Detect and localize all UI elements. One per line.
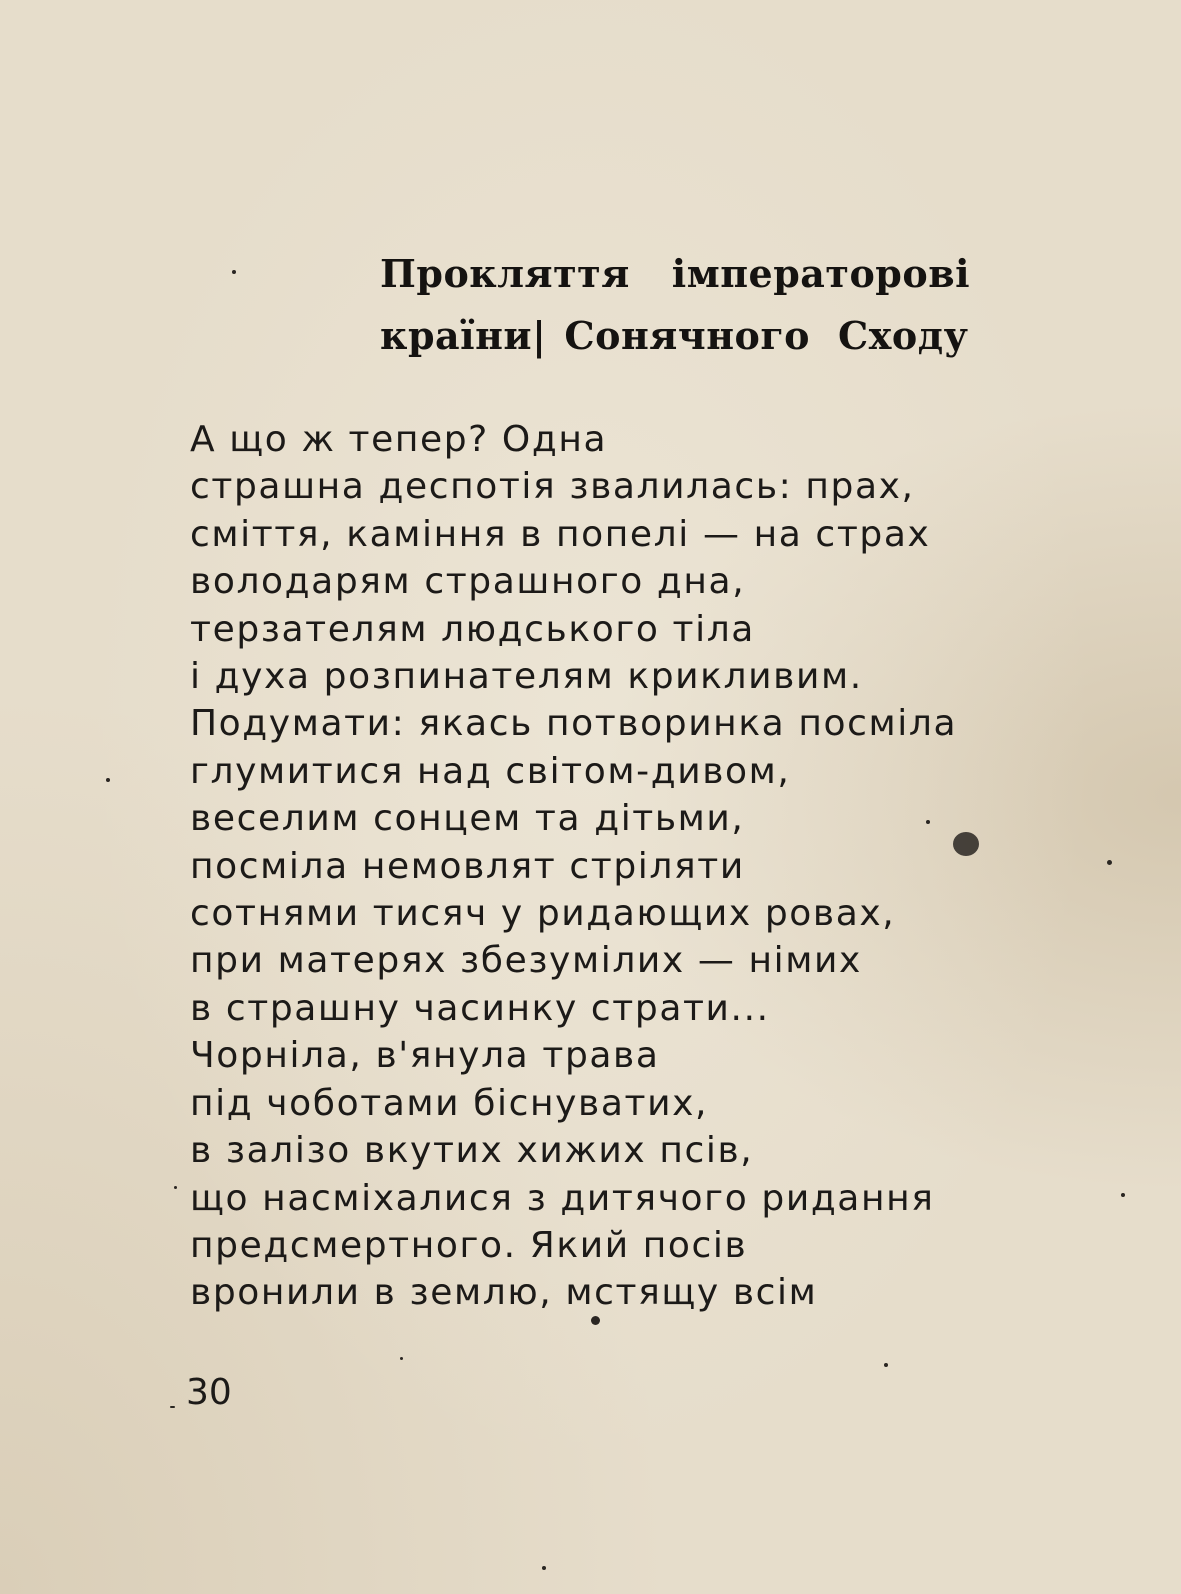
poem-title-word: Прокляття — [380, 251, 630, 296]
poem-line: А що ж тепер? Одна — [190, 419, 608, 460]
poem-line: сміття, каміння в попелі — на страх — [190, 513, 931, 555]
poem-line: Подумати: якась потворинка посміла — [190, 703, 958, 745]
ink-speck — [106, 778, 110, 782]
poem-title-word: імператорові — [671, 251, 971, 296]
poem-title — [380, 243, 1020, 367]
poem-line: що насміхалися з дитячого ридання — [190, 1177, 935, 1219]
poem-line: Чорніла, в'янула трава — [190, 1035, 660, 1077]
poem-title-line-2 — [380, 305, 1020, 367]
ink-speck — [591, 1316, 600, 1325]
poem-title-word: Сходу — [838, 313, 969, 358]
page-number: 30 — [186, 1372, 232, 1413]
ink-speck — [1121, 1193, 1125, 1197]
poem-body — [190, 416, 1150, 1317]
ink-speck — [542, 1566, 546, 1570]
poem-title-word: країни| — [380, 313, 547, 358]
poem-line: терзателям людського тіла — [190, 608, 755, 650]
poem-line: і духа розпинателям крикливим. — [190, 656, 863, 698]
poem-line: посміла немовлят стріляти — [190, 845, 745, 887]
poem-line: глумитися над світом-дивом, — [190, 750, 791, 792]
poem-line: сотнями тисяч у ридающих ровах, — [190, 893, 896, 935]
poem-line: предсмертного. Який посів — [190, 1224, 748, 1266]
ink-speck — [400, 1357, 403, 1360]
poem-line: веселим сонцем та дітьми, — [190, 798, 745, 840]
poem-line: в страшну часинку страти... — [190, 987, 770, 1029]
ink-speck — [884, 1363, 888, 1367]
poem-line: володарям страшного дна, — [190, 561, 746, 603]
poem-title-line-1 — [380, 243, 1020, 305]
ink-speck — [170, 1406, 175, 1408]
ink-speck — [232, 270, 236, 274]
ink-speck — [926, 820, 930, 824]
poem-line: при матерях збезумілих — німих — [190, 940, 862, 982]
poem-line: вронили в землю, мстящу всім — [190, 1272, 818, 1314]
poem-title-word: Сонячного — [564, 313, 810, 358]
ink-speck — [174, 1186, 177, 1189]
poem-line: страшна деспотія звалилась: прах, — [190, 466, 915, 508]
ink-speck — [953, 832, 979, 856]
poem-line: в залізо вкутих хижих псів, — [190, 1130, 754, 1172]
poem-line: під чоботами біснуватих, — [190, 1082, 709, 1124]
ink-speck — [1107, 860, 1112, 865]
